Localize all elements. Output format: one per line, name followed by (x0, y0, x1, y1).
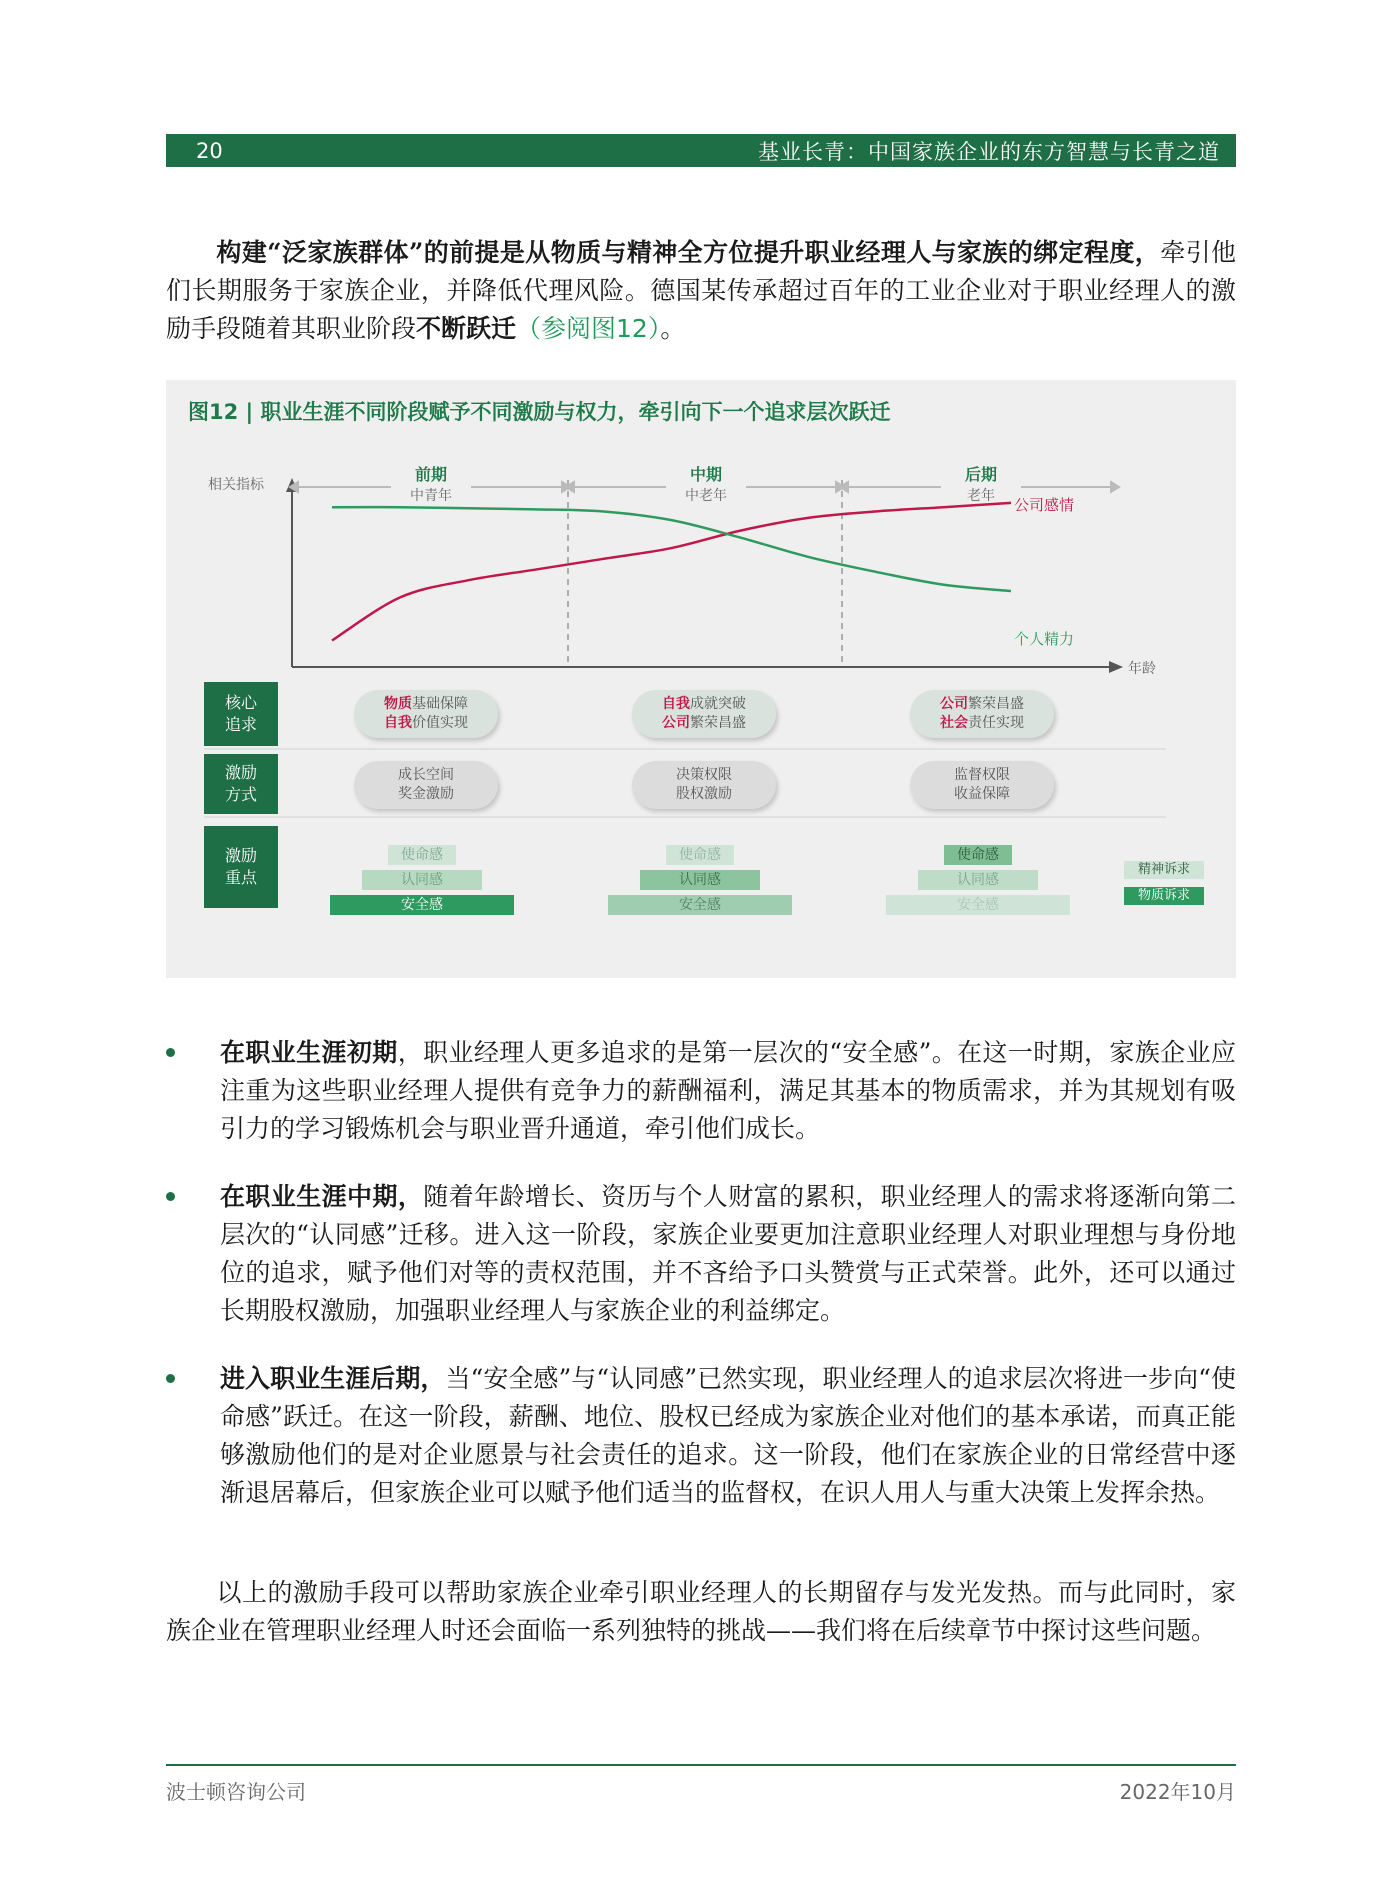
header-title: 基业长青：中国家族企业的东方智慧与长青之道 (758, 139, 1220, 164)
closing-paragraph: 以上的激励手段可以帮助家族企业牵引职业经理人的长期留存与发光发热。而与此同时，家族企业在管理职业经理人时还会面临一系列独特的挑战——我们将在后续章节中探讨这些问题。 (166, 1578, 1236, 1645)
phase-name: 中期 (689, 465, 723, 484)
pyramid-late-base: 安全感 (886, 895, 1070, 915)
header-bar (166, 134, 1236, 167)
incentive-method-mid: 决策权限 股权激励 (632, 761, 776, 809)
pyramid-early-base: 安全感 (330, 895, 514, 915)
footer-publisher: 波士顿咨询公司 (166, 1780, 306, 1804)
page-number: 20 (196, 138, 223, 163)
series-line-company (332, 503, 1011, 641)
core-pursuit-late: 公司繁荣昌盛 社会责任实现 (910, 690, 1054, 738)
pyramid-late-mid: 认同感 (918, 870, 1038, 890)
intro-bold-lead: 构建“泛家族群体”的前提是从物质与精神全方位提升职业经理人与家族的绑定程度， (216, 238, 1161, 267)
legend-spiritual: 精神诉求 (1124, 861, 1204, 879)
incentive-method-early: 成长空间 奖金激励 (354, 761, 498, 809)
phase-sub: 中老年 (685, 488, 727, 504)
figure-title: 图12 | 职业生涯不同阶段赋予不同激励与权力，牵引向下一个追求层次跃迁 (188, 400, 891, 424)
footer-date: 2022年10月 (1119, 1780, 1236, 1804)
intro-bold-tail: 不断跃迁 (416, 314, 517, 343)
phase-sub: 老年 (967, 488, 995, 504)
pyramid-late-top: 使命感 (944, 845, 1012, 865)
bullet-dot-icon (166, 1048, 175, 1057)
figure-12 (166, 380, 1236, 978)
row-label-incentive-focus: 激励 重点 (204, 826, 278, 908)
core-pursuit-mid: 自我成就突破 公司繁荣昌盛 (632, 690, 776, 738)
legend-material: 物质诉求 (1124, 887, 1204, 905)
row-label-incentive-method: 激励 方式 (204, 754, 278, 814)
pyramid-mid-top: 使命感 (666, 845, 734, 865)
pyramid-early-top: 使命感 (388, 845, 456, 865)
bullet-early-career: 在职业生涯初期，职业经理人更多追求的是第一层次的“安全感”。在这一时期，家族企业应注重为这些职业经理人提供有竞争力的薪酬福利，满足其基本的物质需求，并为其规划有吸引力的学习锻炼机会与职业晋升通道，牵引他们成长。 (166, 1034, 1236, 1148)
bullet-mid-career: 在职业生涯中期，随着年龄增长、资历与个人财富的累积，职业经理人的需求将逐渐向第二层次的“认同感”迁移。进入这一阶段，家族企业要更加注意职业经理人对职业理想与身份地位的追求，赋予他们对等的责权范围，并不吝给予口头赞赏与正式荣誉。此外，还可以通过长期股权激励，加强职业经理人与家族企业的利益绑定。 (166, 1178, 1236, 1330)
series-label-company: 公司感情 (1014, 496, 1075, 514)
footer-divider (166, 1764, 1236, 1766)
bullet-dot-icon (166, 1374, 175, 1383)
pyramid-mid-base: 安全感 (608, 895, 792, 915)
pyramid-early-mid: 认同感 (362, 870, 482, 890)
row-label-core-pursuit: 核心 追求 (204, 682, 278, 746)
x-axis-label: 年龄 (1128, 661, 1156, 677)
intro-text: 牵引他们长期服务于家族企业，并降低代理风险。德国某传承超过百年的工业企业对于职业经理人的激励手段随着其职业阶段 (166, 238, 1236, 343)
core-pursuit-early: 物质基础保障 自我价值实现 (354, 690, 498, 738)
phase-name: 后期 (964, 465, 998, 484)
series-label-personal: 个人精力 (1014, 630, 1075, 648)
y-axis-label: 相关指标 (208, 477, 264, 493)
pyramid-mid-mid: 认同感 (640, 870, 760, 890)
phase-name: 前期 (414, 465, 448, 484)
phase-sub: 中青年 (410, 488, 452, 504)
incentive-method-late: 监督权限 收益保障 (910, 761, 1054, 809)
intro-paragraph: 构建“泛家族群体”的前提是从物质与精神全方位提升职业经理人与家族的绑定程度，牵引他们长期服务于家族企业，并降低代理风险。德国某传承超过百年的工业企业对于职业经理人的激励手段随着其职业阶段不断跃迁（参阅图12）。 (166, 238, 1236, 343)
x-axis-arrow (1109, 661, 1123, 673)
figure-reference-link[interactable]: （参阅图12） (516, 314, 661, 343)
bullet-late-career: 进入职业生涯后期，当“安全感”与“认同感”已然实现，职业经理人的追求层次将进一步向“使命感”跃迁。在这一阶段，薪酬、地位、股权已经成为家族企业对他们的基本承诺，而真正能够激励他们的是对企业愿景与社会责任的追求。这一阶段，他们在家族企业的日常经营中逐渐退居幕后，但家族企业可以赋予他们适当的监督权，在识人用人与重大决策上发挥余热。 (166, 1360, 1236, 1512)
bullet-dot-icon (166, 1192, 175, 1201)
